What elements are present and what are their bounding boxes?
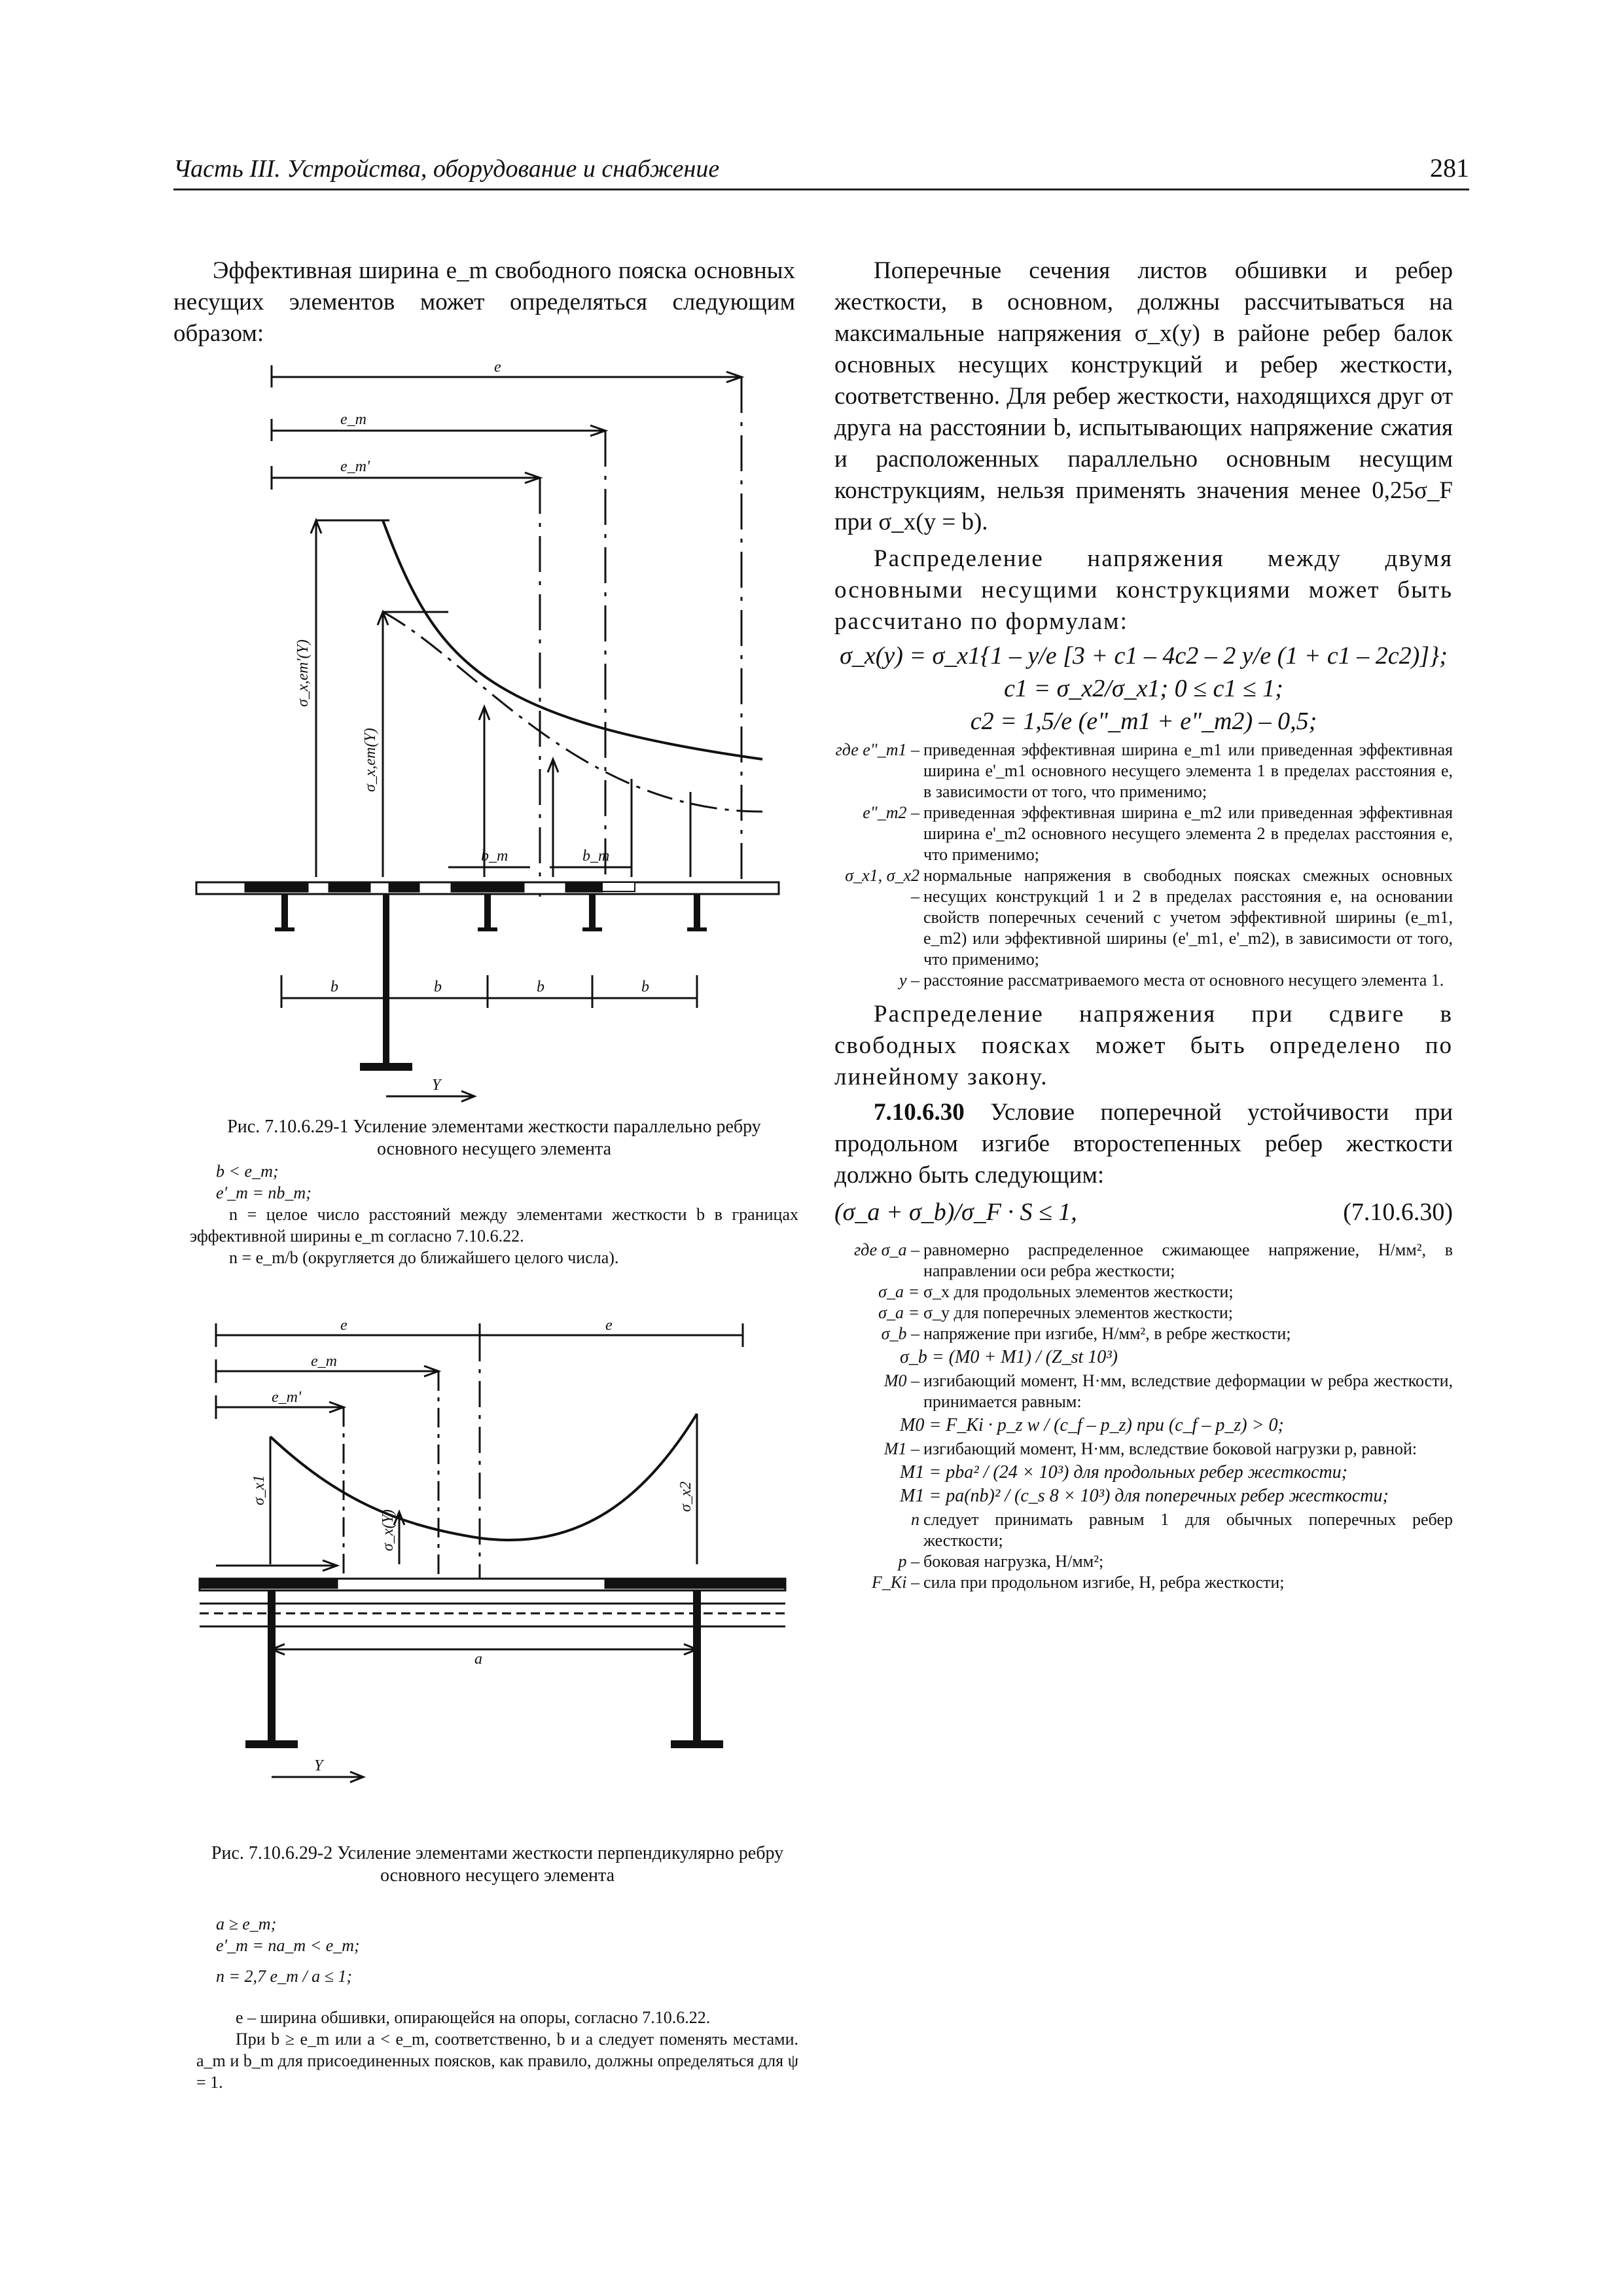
- def-item: p – боковая нагрузка, Н/мм²;: [898, 1552, 1104, 1571]
- def-item: F_Ki – сила при продольном изгибе, Н, ребра жесткости;: [872, 1573, 1285, 1592]
- fig1-label-y: Y: [432, 1077, 441, 1094]
- fig1-caption: Рис. 7.10.6.29-1 Усиление элементами жесткости параллельно ребру основного несущего элемента: [227, 1117, 761, 1159]
- fig2-footer-1: e – ширина обшивки, опирающейся на опоры, согласно 7.10.6.22.: [236, 2008, 711, 2027]
- def-item: σ_a = σ_y для поперечных элементов жесткости;: [878, 1303, 1234, 1322]
- fig1-label-sig2: σ_x,em(Y): [362, 728, 379, 792]
- def-item: где σ_a – равномерно распределенное сжимающее напряжение, Н/мм², в направлении оси ребра жесткости;: [854, 1240, 1453, 1280]
- formula-c2: c2 = 1,5/e (e"_m1 + e"_m2) – 0,5;: [970, 708, 1317, 735]
- fig1-note-2: e'_m = nb_m;: [216, 1183, 312, 1202]
- fig1-label-bm2: b_m: [582, 848, 610, 865]
- formula-sigma-b: σ_b = (M0 + M1) / (Z_st 10³): [900, 1347, 1118, 1367]
- figure-2: [173, 1316, 802, 1813]
- fig2-caption-block: [196, 1842, 798, 2093]
- para-3: Распределение напряжения при сдвиге в свободных поясках может быть определено по линейному закону.: [834, 1001, 1453, 1090]
- formula-m0: M0 = F_Ki · p_z w / (c_f – p_z) при (c_f – p_z) > 0;: [900, 1415, 1284, 1435]
- right-column: [834, 255, 1453, 1593]
- fig2-label-a: a: [474, 1651, 482, 1668]
- para-4: [834, 1097, 1453, 1191]
- fig2-label-sx: σ_x(Y): [380, 1509, 397, 1551]
- section-number: 7.10.6.30: [874, 1099, 965, 1126]
- header-title: Часть III. Устройства, оборудование и снабжение: [173, 155, 720, 183]
- fig1-label-em-prime: e_m': [340, 458, 370, 475]
- fig1-label-b4: b: [641, 978, 649, 996]
- fig1-label-em: e_m: [340, 411, 366, 428]
- page-header: [173, 149, 1469, 190]
- fig1-label-e: e: [494, 359, 501, 376]
- para-1: Поперечные сечения листов обшивки и ребер жесткости, в основном, должны рассчитываться на максимальные напряжения σ_x(y) в районе ребер балок основных несущих конструкций и ребер жесткости, соответственно. Для ребер жесткости, находящихся друг от друга на расстоянии b, испытывающих напряжение сжатия и расположенных параллельно основным несущим конструкциям, нельзя применять значения менее 0,25σ_F при σ_x(y = b).: [834, 257, 1453, 535]
- fig1-note-4: n = e_m/b (округляется до ближайшего целого числа).: [229, 1248, 619, 1267]
- def-item: M1 – изгибающий момент, Н·мм, вследствие боковой нагрузки p, равной:: [883, 1439, 1418, 1458]
- formula-m1-longitudinal: M1 = pba² / (24 × 10³) для продольных ребер жесткости;: [900, 1462, 1348, 1482]
- def-item: M0 – изгибающий момент, Н·мм, вследствие деформации w ребра жесткости, принимается равным:: [883, 1371, 1453, 1411]
- definitions-5: [834, 1509, 1453, 1593]
- def-item: y – расстояние рассматриваемого места от основного несущего элемента 1.: [899, 971, 1444, 990]
- def-item: σ_a = σ_x для продольных элементов жесткости;: [878, 1282, 1234, 1301]
- equation-text: (σ_a + σ_b)/σ_F · S ≤ 1,: [834, 1198, 1077, 1226]
- fig2-note-2: e'_m = na_m < e_m;: [216, 1936, 360, 1955]
- formula-sigma: σ_x(y) = σ_x1{1 – y/e [3 + c1 – 4c2 – 2 y/e (1 + c1 – 2c2)]};: [840, 642, 1448, 670]
- fig2-note-3: n = 2,7 e_m / a ≤ 1;: [216, 1967, 353, 1986]
- figure-1: [173, 353, 802, 1106]
- fig2-label-e1: e: [340, 1317, 348, 1334]
- def-item: σ_x1, σ_x2 – нормальные напряжения в свободных поясках смежных основных несущих конструкций 1 и 2 в пределах расстояния e, на основании свойств поперечных сечений с учетом эффективной ширины (e_m1, e_m2) или эффективной ширины (e'_m1, e'_m2), в зависимости от того, что применимо;: [845, 866, 1453, 969]
- fig2-footer-2: При b ≥ e_m или a < e_m, соответственно, b и a следует поменять местами. a_m и b_m для присоединенных поясков, как правило, должны определяться для ψ = 1.: [196, 2030, 798, 2092]
- fig2-label-sx1: σ_x1: [251, 1475, 268, 1505]
- fig1-label-b1: b: [330, 978, 338, 996]
- fig1-caption-block: [190, 1116, 798, 1268]
- formula-m1-transverse: M1 = pa(nb)² / (c_s 8 × 10³) для поперечных ребер жесткости;: [900, 1486, 1389, 1506]
- def-item: σ_b – напряжение при изгибе, Н/мм², в ребре жесткости;: [881, 1324, 1291, 1343]
- fig1-label-b2: b: [434, 978, 442, 996]
- definitions-2: [834, 1240, 1453, 1344]
- fig2-label-e2: e: [605, 1317, 613, 1334]
- formula-c1: c1 = σ_x2/σ_x1; 0 ≤ c1 ≤ 1;: [1004, 675, 1283, 702]
- fig1-label-bm1: b_m: [481, 848, 508, 865]
- fig1-label-sig1: σ_x,em'(Y): [294, 639, 312, 707]
- def-item: n следует принимать равным 1 для обычных поперечных ребер жесткости;: [911, 1510, 1453, 1550]
- fig1-note-1: b < e_m;: [216, 1162, 279, 1181]
- equation-7-10-6-30: [834, 1198, 1453, 1227]
- def-item: где e"_m1 – приведенная эффективная ширина e_m1 или приведенная эффективная ширина e'_m1 основного несущего элемента 1 в пределах расстояния e, в зависимости от того, что применимо;: [835, 740, 1453, 801]
- fig2-label-sx2: σ_x2: [677, 1481, 694, 1512]
- intro-paragraph: Эффективная ширина e_m свободного пояска основных несущих элементов может определяться следующим образом:: [173, 257, 795, 347]
- para-2: Распределение напряжения между двумя основными несущими конструкциями может быть рассчитано по формулам:: [834, 545, 1453, 635]
- fig1-label-b3: b: [537, 978, 544, 996]
- equation-number: (7.10.6.30): [1343, 1198, 1453, 1226]
- fig2-caption: Рис. 7.10.6.29-2 Усиление элементами жесткости перпендикулярно ребру основного несущего элемента: [211, 1843, 784, 1886]
- fig1-note-3: n = целое число расстояний между элементами жесткости b в границах эффективной ширины e_m согласно 7.10.6.22.: [190, 1205, 798, 1246]
- fig2-label-y: Y: [314, 1757, 323, 1774]
- definitions-1: [834, 740, 1453, 991]
- fig2-label-em: e_m: [311, 1353, 337, 1370]
- left-column: [173, 255, 795, 350]
- fig2-label-em-prime: e_m': [272, 1389, 302, 1406]
- def-item: e"_m2 – приведенная эффективная ширина e_m2 или приведенная эффективная ширина e'_m2 основного несущего элемента 2 в пределах расстояния e, что применимо;: [863, 803, 1453, 864]
- fig2-note-1: a ≥ e_m;: [216, 1914, 277, 1933]
- para-4-text: Условие поперечной устойчивости при продольном изгибе второстепенных ребер жесткости должно быть следующим:: [834, 1099, 1454, 1189]
- page-number: 281: [1430, 153, 1469, 183]
